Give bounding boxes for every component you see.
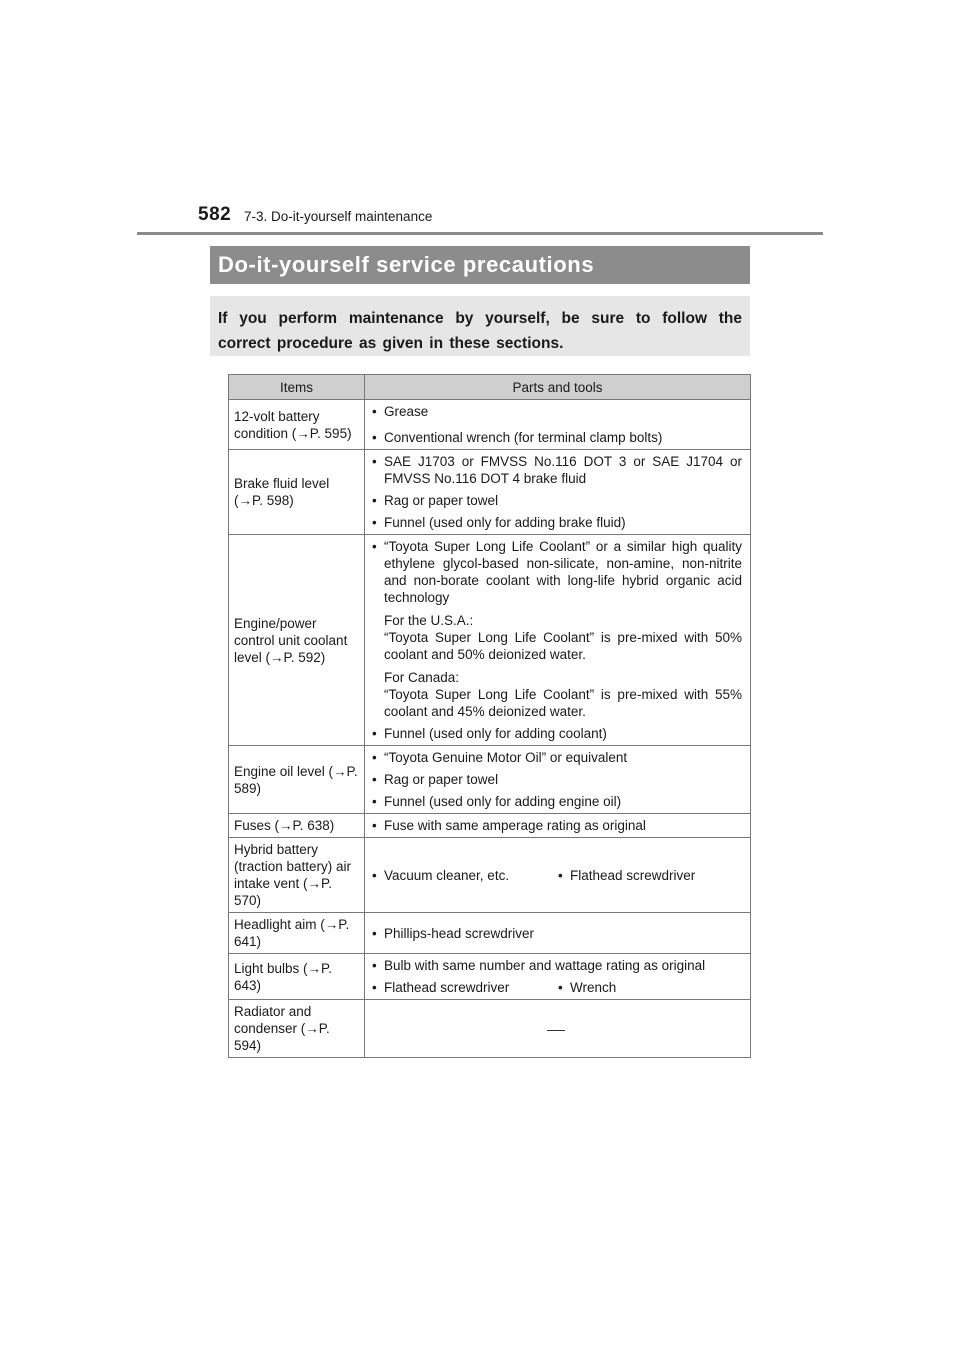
list-item: • “Toyota Genuine Motor Oil” or equivalent <box>370 749 742 766</box>
tools-cell <box>365 535 751 746</box>
intro-text: If you perform maintenance by yourself, be sure to follow the correct procedure as given in these sections. <box>218 310 742 352</box>
page-title: Do-it-yourself service precautions <box>218 252 595 277</box>
tools-cell <box>365 450 751 535</box>
item-cell: Light bulbs (→P. 643) <box>229 954 365 1000</box>
table-row <box>229 400 751 450</box>
list-item: • Bulb with same number and wattage rating as original <box>370 957 742 974</box>
item-cell: Engine oil level (→P. 589) <box>229 746 365 814</box>
column-header-parts: Parts and tools <box>365 375 751 400</box>
column-header-items: Items <box>229 375 365 400</box>
note-text: “Toyota Super Long Life Coolant” is pre-mixed with 50% coolant and 50% deionized water. <box>384 630 742 662</box>
list-item: • Rag or paper towel <box>370 771 742 788</box>
item-cell: Headlight aim (→P. 641) <box>229 913 365 954</box>
list-item: • Conventional wrench (for terminal clamp bolts) <box>370 429 742 446</box>
intro-box <box>210 296 750 356</box>
list-item: • Funnel (used only for adding engine oil) <box>370 793 742 810</box>
table-row <box>229 535 751 746</box>
title-bar <box>210 246 750 284</box>
list-item: • Wrench <box>556 979 616 996</box>
em-dash <box>547 1030 565 1031</box>
table-row <box>229 450 751 535</box>
list-item: • Fuse with same amperage rating as original <box>370 817 742 834</box>
table-row <box>229 838 751 913</box>
tools-cell <box>365 746 751 814</box>
item-cell: Radiator and condenser (→P. 594) <box>229 1000 365 1058</box>
coolant-note-usa <box>370 612 742 663</box>
list-item: • SAE J1703 or FMVSS No.116 DOT 3 or SAE J1704 or FMVSS No.116 DOT 4 brake fluid <box>370 453 742 487</box>
table-row <box>229 954 751 1000</box>
list-item: • Funnel (used only for adding coolant) <box>370 725 742 742</box>
list-item: • Flathead screwdriver <box>370 979 556 996</box>
item-cell: Hybrid battery (traction battery) air intake vent (→P. 570) <box>229 838 365 913</box>
list-item: • Grease <box>370 403 742 420</box>
header-divider <box>137 232 823 235</box>
table-header-row <box>229 375 751 400</box>
coolant-note-canada <box>370 669 742 720</box>
note-heading: For Canada: <box>384 670 460 685</box>
section-label: 7-3. Do-it-yourself maintenance <box>244 209 433 224</box>
list-item: • Funnel (used only for adding brake fluid) <box>370 514 742 531</box>
tools-cell <box>365 913 751 954</box>
page-number: 582 <box>198 204 232 225</box>
note-text: “Toyota Super Long Life Coolant” is pre-mixed with 55% coolant and 45% deionized water. <box>384 687 742 719</box>
table-row <box>229 913 751 954</box>
item-cell: Fuses (→P. 638) <box>229 814 365 838</box>
tools-cell-empty <box>365 1000 751 1058</box>
list-item: • Vacuum cleaner, etc. <box>370 867 556 884</box>
item-cell: 12-volt battery condition (→P. 595) <box>229 400 365 450</box>
table-row <box>229 1000 751 1058</box>
tools-cell <box>365 838 751 913</box>
list-item: • Phillips-head screwdriver <box>370 925 742 942</box>
list-item: • Rag or paper towel <box>370 492 742 509</box>
item-cell: Brake fluid level (→P. 598) <box>229 450 365 535</box>
table-row <box>229 814 751 838</box>
parts-table <box>228 374 751 1058</box>
list-item: • Flathead screwdriver <box>556 867 695 884</box>
tools-cell <box>365 814 751 838</box>
item-cell: Engine/power control unit coolant level (→P. 592) <box>229 535 365 746</box>
tools-cell <box>365 954 751 1000</box>
note-heading: For the U.S.A.: <box>384 613 474 628</box>
tools-cell <box>365 400 751 450</box>
list-item: • “Toyota Super Long Life Coolant” or a similar high quality ethylene glycol-based non-silicate, non-amine, non-nitrite and non-borate coolant with long-life hybrid organic acid technology <box>370 538 742 606</box>
table-row <box>229 746 751 814</box>
